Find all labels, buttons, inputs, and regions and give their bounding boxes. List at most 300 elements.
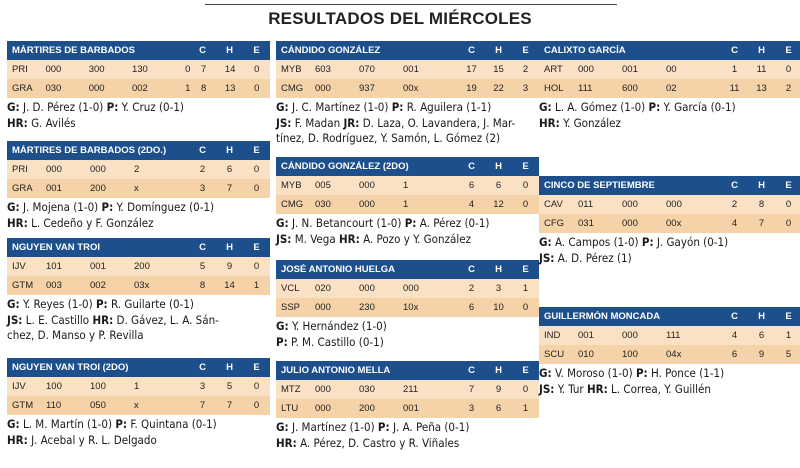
note-line — [276, 436, 539, 452]
innings-runs: 03x — [134, 280, 150, 291]
score-row — [276, 195, 539, 214]
innings-runs: 300 — [88, 64, 105, 75]
innings-runs: 070 — [359, 64, 375, 75]
note-key: P: — [641, 235, 654, 249]
note-value: D. Gávez, L. A. Sán- — [116, 312, 219, 327]
column-header: H — [226, 45, 233, 56]
game-notes — [7, 200, 270, 231]
game-box — [276, 361, 539, 451]
innings-runs: x — [134, 400, 139, 411]
stat-h: 6 — [758, 330, 765, 341]
note-key: G: — [276, 100, 289, 114]
page-title: RESULTADOS DEL MIÉRCOLES — [268, 9, 532, 28]
innings-runs: 000 — [88, 83, 105, 94]
column-header: C — [468, 45, 475, 56]
column-header: C — [731, 311, 738, 322]
note-value: J. Gayón (0-1) — [656, 235, 729, 249]
column-header: E — [253, 242, 260, 253]
game-header — [539, 176, 800, 195]
team-abbr: MYB — [281, 180, 302, 191]
note-value: A. Pérez, D. Castro y R. Viñales — [300, 435, 460, 450]
stat-h: 22 — [493, 83, 504, 94]
note-key: JS: — [7, 312, 23, 327]
note-value: Y. Domínguez (0-1) — [116, 200, 215, 214]
innings-runs: 000 — [359, 180, 375, 191]
note-key: P: — [648, 100, 661, 114]
score-row — [7, 79, 270, 98]
innings-runs: 1 — [134, 381, 140, 392]
team-abbr: IND — [544, 330, 561, 341]
innings-runs: 000 — [315, 384, 331, 395]
note-line — [7, 313, 270, 329]
stat-c: 4 — [731, 218, 738, 229]
note-line — [7, 200, 270, 216]
stat-e: 1 — [785, 330, 792, 341]
note-key: G: — [7, 200, 20, 214]
innings-runs: 011 — [578, 199, 594, 210]
stat-h: 7 — [226, 400, 233, 411]
team-abbr: GTM — [12, 400, 34, 411]
note-value: H. Ponce (1-1) — [651, 366, 725, 380]
game-header — [276, 41, 539, 60]
note-value: A. D. Pérez (1) — [557, 250, 632, 265]
stat-e: 3 — [522, 83, 529, 94]
score-row — [7, 396, 270, 415]
column-header: E — [522, 161, 529, 172]
stat-h: 13 — [756, 83, 767, 94]
note-key: P: — [276, 334, 288, 349]
innings-runs: 000 — [45, 64, 62, 75]
note-key: HR: — [539, 115, 560, 130]
team-abbr: CFG — [544, 218, 565, 229]
note-value: Y. Tur — [557, 381, 584, 396]
innings-runs: 1 — [403, 199, 409, 210]
stat-c: 3 — [199, 183, 206, 194]
innings-runs: x — [134, 183, 139, 194]
note-line — [539, 251, 800, 267]
stat-c: 1 — [731, 64, 738, 75]
innings-runs: 200 — [359, 403, 375, 414]
note-line — [539, 100, 800, 116]
score-row — [539, 214, 800, 233]
innings-runs: 031 — [578, 218, 594, 229]
note-value: L. Cedeño y F. González — [31, 215, 154, 230]
note-key: G: — [276, 319, 289, 333]
innings-runs: 000 — [666, 199, 682, 210]
column-header: C — [199, 362, 206, 373]
note-value: R. Aguilera (1-1) — [406, 100, 492, 114]
game-header — [539, 307, 800, 326]
stat-c: 6 — [468, 180, 475, 191]
stadium-name: JOSÉ ANTONIO HUELGA — [281, 264, 396, 275]
innings-runs: 000 — [90, 164, 106, 175]
team-abbr: GRA — [12, 183, 33, 194]
score-row — [7, 60, 270, 79]
stat-h: 10 — [493, 302, 504, 313]
stat-c: 6 — [468, 302, 475, 313]
note-key: P: — [635, 366, 648, 380]
stat-e: 0 — [253, 183, 260, 194]
innings-runs: 603 — [315, 64, 331, 75]
note-value: J. A. Peña (0-1) — [392, 420, 470, 434]
note-key: HR: — [92, 312, 114, 327]
note-line — [276, 116, 539, 132]
note-value: J. D. Pérez (1-0) — [22, 100, 104, 114]
innings-runs: 00 — [666, 64, 677, 75]
stadium-name: NGUYEN VAN TROI (2DO) — [12, 362, 129, 373]
team-abbr: IJV — [12, 381, 26, 392]
game-box — [7, 141, 270, 231]
game-notes — [7, 297, 270, 344]
team-abbr: HOL — [544, 83, 564, 94]
note-line — [539, 116, 800, 132]
note-line — [7, 100, 270, 116]
score-row — [539, 345, 800, 364]
note-value: chez, D. Manso y P. Revilla — [7, 328, 144, 342]
game-header — [7, 238, 270, 257]
note-line — [539, 235, 800, 251]
note-value: R. Guilarte (0-1) — [111, 297, 194, 311]
stat-c: 8 — [199, 280, 206, 291]
team-abbr: GTM — [12, 280, 34, 291]
innings-runs: 04x — [666, 349, 682, 360]
game-header — [276, 157, 539, 176]
game-notes — [276, 319, 539, 350]
note-value: L. A. Gómez (1-0) — [554, 100, 646, 114]
note-value: F. Madan — [294, 115, 341, 130]
score-row — [276, 60, 539, 79]
column-header: H — [758, 45, 765, 56]
stadium-name: MÁRTIRES DE BARBADOS — [12, 45, 135, 56]
score-row — [276, 279, 539, 298]
note-key: P: — [391, 100, 404, 114]
game-notes — [539, 100, 800, 131]
note-line — [7, 297, 270, 313]
innings-runs: 001 — [622, 64, 638, 75]
note-key: G: — [539, 100, 552, 114]
stat-h: 9 — [758, 349, 765, 360]
game-box — [7, 238, 270, 344]
stat-c: 2 — [468, 283, 475, 294]
note-value: J. C. Martínez (1-0) — [291, 100, 389, 114]
stat-c: 4 — [731, 330, 738, 341]
team-abbr: LTU — [281, 403, 299, 414]
note-value: G. Avilés — [31, 115, 76, 130]
innings-runs: 000 — [315, 83, 331, 94]
stat-e: 2 — [522, 64, 529, 75]
innings-runs: 050 — [90, 400, 106, 411]
stat-c: 7 — [199, 400, 206, 411]
innings-runs: 211 — [403, 384, 419, 395]
innings-runs: 1 — [185, 83, 191, 94]
note-key: P: — [95, 297, 108, 311]
score-row — [7, 276, 270, 295]
innings-runs: 001 — [578, 330, 594, 341]
column-header: H — [226, 242, 233, 253]
note-key: HR: — [7, 215, 28, 230]
innings-runs: 200 — [134, 261, 150, 272]
note-key: G: — [7, 297, 20, 311]
note-line — [276, 335, 539, 351]
innings-runs: 010 — [578, 349, 594, 360]
stat-e: 0 — [522, 384, 529, 395]
score-row — [276, 79, 539, 98]
innings-runs: 000 — [315, 403, 331, 414]
stadium-name: MÁRTIRES DE BARBADOS (2DO.) — [12, 145, 167, 156]
stat-e: 0 — [253, 164, 260, 175]
game-header — [7, 41, 270, 60]
team-abbr: MTZ — [281, 384, 301, 395]
note-key: HR: — [7, 432, 28, 447]
note-value: Y. Hernández (1-0) — [291, 319, 387, 333]
innings-runs: 000 — [46, 164, 62, 175]
stat-h: 15 — [493, 64, 504, 75]
note-key: P: — [377, 420, 390, 434]
stat-c: 3 — [199, 381, 206, 392]
stat-h: 14 — [224, 64, 236, 75]
note-key: G: — [276, 216, 289, 230]
innings-runs: 000 — [622, 218, 638, 229]
innings-runs: 200 — [90, 183, 106, 194]
stat-c: 2 — [731, 199, 738, 210]
stadium-name: CALIXTO GARCÍA — [544, 45, 626, 56]
note-value: J. Martínez (1-0) — [291, 420, 375, 434]
note-line — [7, 417, 270, 433]
note-key: G: — [7, 417, 20, 431]
note-key: JR: — [343, 115, 360, 130]
innings-runs: 00x — [403, 83, 419, 94]
note-key: G: — [7, 100, 20, 114]
innings-runs: 2 — [134, 164, 140, 175]
note-value: Y. Cruz (0-1) — [121, 100, 184, 114]
game-header — [276, 361, 539, 380]
stat-h: 9 — [495, 384, 502, 395]
note-key: P: — [101, 200, 114, 214]
stat-e: 0 — [254, 83, 260, 94]
stat-c: 11 — [729, 83, 740, 94]
team-abbr: SSP — [281, 302, 301, 313]
stat-h: 9 — [226, 261, 233, 272]
innings-runs: 130 — [131, 64, 148, 75]
note-key: JS: — [276, 115, 292, 130]
note-line — [276, 420, 539, 436]
score-row — [539, 195, 800, 214]
stadium-name: CINCO DE SEPTIEMBRE — [544, 180, 655, 191]
innings-runs: 000 — [622, 330, 638, 341]
column-header: H — [495, 45, 502, 56]
stat-h: 5 — [226, 381, 233, 392]
stat-h: 7 — [226, 183, 233, 194]
stat-c: 6 — [731, 349, 738, 360]
stat-c: 7 — [200, 64, 207, 75]
stat-h: 14 — [224, 280, 235, 291]
innings-runs: 00x — [666, 218, 682, 229]
column-header: C — [468, 365, 475, 376]
team-abbr: CMG — [281, 199, 304, 210]
note-value: L. M. Martín (1-0) — [22, 417, 113, 431]
score-row — [276, 298, 539, 317]
stat-c: 5 — [199, 261, 206, 272]
stat-e: 2 — [785, 83, 792, 94]
score-row — [276, 399, 539, 418]
stat-h: 11 — [756, 64, 767, 75]
innings-runs: 005 — [315, 180, 331, 191]
team-abbr: CMG — [281, 83, 304, 94]
note-line — [7, 433, 270, 449]
innings-runs: 000 — [578, 64, 594, 75]
score-row — [276, 380, 539, 399]
stat-h: 8 — [758, 199, 765, 210]
stat-c: 3 — [468, 403, 475, 414]
column-header: E — [253, 45, 260, 56]
column-header: C — [468, 264, 475, 275]
innings-runs: 600 — [622, 83, 638, 94]
note-value: F. Quintana (0-1) — [130, 417, 217, 431]
score-row — [539, 79, 800, 98]
column-header: H — [495, 264, 502, 275]
note-key: HR: — [276, 435, 297, 450]
note-value: tínez, D. Rodríguez, Y. Samón, L. Gómez (2) — [276, 131, 501, 145]
stadium-name: GUILLERMÓN MONCADA — [544, 311, 661, 322]
game-header — [276, 260, 539, 279]
top-rule — [205, 4, 617, 5]
score-row — [276, 176, 539, 195]
stat-e: 0 — [253, 400, 260, 411]
score-row — [7, 179, 270, 198]
stat-e: 0 — [254, 64, 260, 75]
innings-runs: 001 — [403, 403, 419, 414]
note-key: HR: — [7, 115, 28, 130]
game-box — [276, 157, 539, 247]
note-value: A. Pérez (0-1) — [419, 216, 490, 230]
note-value: J. Mojena (1-0) — [22, 200, 99, 214]
note-line — [539, 366, 800, 382]
note-line — [7, 116, 270, 132]
innings-runs: 111 — [666, 330, 681, 341]
innings-runs: 002 — [90, 280, 106, 291]
innings-runs: 000 — [359, 283, 375, 294]
column-header: C — [731, 45, 738, 56]
note-line — [539, 382, 800, 398]
stat-e: 5 — [785, 349, 792, 360]
note-value: Y. Reyes (1-0) — [22, 297, 93, 311]
stat-h: 6 — [495, 180, 502, 191]
innings-runs: 030 — [315, 199, 331, 210]
note-line — [276, 100, 539, 116]
game-notes — [276, 100, 539, 147]
team-abbr: GRA — [12, 83, 33, 94]
game-box — [539, 307, 800, 397]
column-header: H — [495, 365, 502, 376]
innings-runs: 001 — [46, 183, 62, 194]
column-header: E — [785, 45, 792, 56]
innings-runs: 030 — [359, 384, 375, 395]
note-line — [276, 232, 539, 248]
note-line — [7, 328, 270, 344]
stat-e: 0 — [785, 218, 792, 229]
innings-runs: 000 — [315, 302, 331, 313]
score-row — [539, 60, 800, 79]
innings-runs: 100 — [46, 381, 62, 392]
innings-runs: 230 — [359, 302, 375, 313]
game-header — [7, 141, 270, 160]
game-box — [7, 41, 270, 131]
stadium-name: CÁNDIDO GONZÁLEZ (2DO) — [281, 161, 409, 172]
column-header: C — [468, 161, 475, 172]
score-row — [539, 326, 800, 345]
innings-runs: 001 — [90, 261, 106, 272]
stat-c: 17 — [466, 64, 477, 75]
column-header: E — [785, 311, 792, 322]
team-abbr: CAV — [544, 199, 563, 210]
stat-e: 0 — [522, 302, 529, 313]
column-header: H — [758, 180, 765, 191]
innings-runs: 100 — [622, 349, 638, 360]
note-value: Y. García (0-1) — [663, 100, 736, 114]
stat-e: 1 — [522, 283, 529, 294]
note-value: A. Pozo y Y. González — [363, 231, 472, 246]
innings-runs: 020 — [315, 283, 331, 294]
column-header: E — [253, 362, 260, 373]
note-line — [276, 319, 539, 335]
column-header: H — [495, 161, 502, 172]
game-header — [539, 41, 800, 60]
note-line — [7, 216, 270, 232]
note-line — [276, 216, 539, 232]
note-key: JS: — [539, 381, 555, 396]
stat-c: 19 — [466, 83, 477, 94]
innings-runs: 0 — [185, 64, 191, 75]
note-key: G: — [276, 420, 289, 434]
column-header: E — [253, 145, 260, 156]
game-box — [7, 358, 270, 448]
score-row — [7, 377, 270, 396]
team-abbr: PRI — [12, 164, 28, 175]
column-header: E — [785, 180, 792, 191]
team-abbr: ART — [544, 64, 563, 75]
note-key: HR: — [586, 381, 608, 396]
stat-h: 6 — [226, 164, 233, 175]
stat-e: 0 — [522, 180, 529, 191]
stat-e: 1 — [253, 280, 260, 291]
team-abbr: PRI — [12, 64, 28, 75]
note-value: M. Vega — [294, 231, 336, 246]
innings-runs: 030 — [45, 83, 62, 94]
stadium-name: CÁNDIDO GONZÁLEZ — [281, 45, 381, 56]
note-value: L. E. Castillo — [25, 312, 90, 327]
column-header: H — [226, 145, 233, 156]
game-notes — [276, 420, 539, 451]
column-header: C — [199, 145, 206, 156]
column-header: C — [199, 242, 206, 253]
note-value: J. N. Betancourt (1-0) — [291, 216, 402, 230]
stat-e: 1 — [522, 403, 529, 414]
note-key: HR: — [339, 231, 360, 246]
stat-h: 6 — [495, 403, 502, 414]
note-value: V. Moroso (1-0) — [554, 366, 633, 380]
game-header — [7, 358, 270, 377]
note-line — [276, 131, 539, 147]
innings-runs: 003 — [46, 280, 62, 291]
game-box — [276, 41, 539, 147]
innings-runs: 000 — [622, 199, 638, 210]
stat-h: 12 — [493, 199, 504, 210]
innings-runs: 111 — [578, 83, 593, 94]
column-header: E — [522, 45, 529, 56]
note-key: G: — [539, 366, 552, 380]
note-value: D. Laza, O. Lavandera, J. Mar- — [362, 115, 516, 130]
team-abbr: VCL — [281, 283, 300, 294]
